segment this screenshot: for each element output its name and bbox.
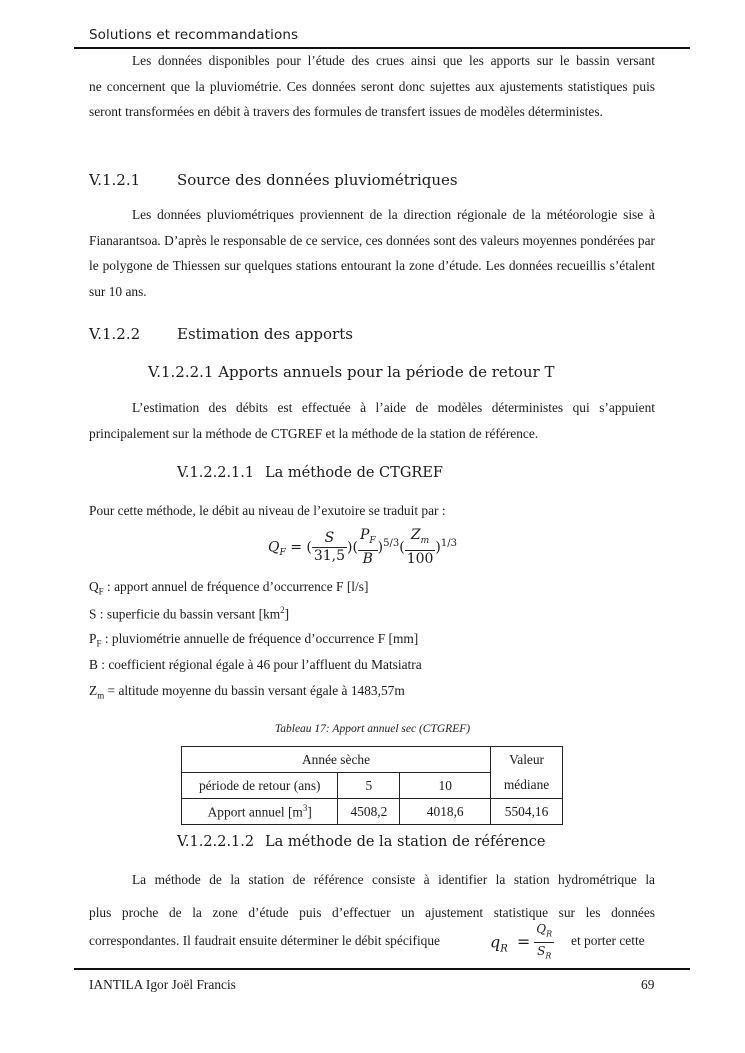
footer-rule <box>74 968 690 970</box>
definition-zm: $Z_m$ = altitude moyenne du bassin versant égale à 1483,57m <box>89 683 405 701</box>
ref-paragraph: La méthode de la station de référence consiste à identifier la station hydrométrique la plus proche de la zone d’étude puis d’effectuer un ajustement statistique sur les données <box>89 872 655 920</box>
ref-line-3-start: correspondantes. Il faudrait ensuite déterminer le débit spécifique <box>89 933 440 948</box>
header-valeur: Valeur <box>491 747 563 773</box>
running-header: Solutions et recommandations <box>89 27 299 43</box>
value-5: 4508,2 <box>338 799 400 825</box>
return-period-5: 5 <box>338 773 400 799</box>
ref-number: V.1.2.2.1.2 <box>177 834 255 850</box>
estimation-paragraph: L’estimation des débits est effectuée à l’aide de modèles déterministes qui s’appuient principalement sur la méthode de CTGREF et la méthode de la station de référence. <box>89 400 655 441</box>
value-10: 4018,6 <box>400 799 491 825</box>
table-row <box>182 747 563 773</box>
header-mediane: médiane <box>491 773 563 799</box>
definition-s: S : superficie du bassin versant $[km^2]$ <box>89 605 290 622</box>
fraction-qr-sr: $\frac{Q_R}{S_R}$ <box>534 921 554 965</box>
fraction-s: $\frac{S}{31,5}$ <box>313 529 346 564</box>
source-paragraph: Les données pluviométriques proviennent de la direction régionale de la météorologie sise à Fianarantsoa. D’après le responsable de ce service, ces données sont des valeurs moyennes pondérées par le polygone de Thiessen sur quelques stations entourant la zone d’étude. Les données recueillis s’étalent sur 10 ans. <box>89 207 655 299</box>
ctgref-formula: $Q_F$ = ( $\frac{S}{31,5}$ )( $\frac{P_F}{B}$ )$^{5/3}$( $\frac{Z_m}{100}$ )$^{1/3}$ <box>268 527 458 567</box>
row-label-apport: Apport annuel $[m^3]$ <box>182 799 338 825</box>
section-number-1: V.1.2.1 <box>89 171 141 189</box>
table-row <box>182 773 563 799</box>
definition-qf: $Q_F$ : apport annuel de fréquence d’occurrence F [l/s] <box>89 579 369 597</box>
header-annee-seche: Année sèche <box>182 747 491 773</box>
intro-rest: ne concernent que la pluviométrie. Ces données seront donc sujettes aux ajustements statistiques puis seront transformées en débit à travers des formules de transfert issues de modèles déterministes. <box>89 78 655 119</box>
section-title-1: Source des données pluviométriques <box>177 171 458 189</box>
return-period-10: 10 <box>400 773 491 799</box>
exponent-1-3: 1/3 <box>440 537 458 549</box>
subsection-heading: V.1.2.2.1 Apports annuels pour la période de retour T <box>148 363 555 381</box>
definition-pf: $P_F$ : pluviométrie annuelle de fréquence d’occurrence F [mm] <box>89 631 419 649</box>
section-number-2: V.1.2.2 <box>89 325 141 343</box>
footer-author: IANTILA Igor Joël Francis <box>89 977 236 992</box>
section-title-2: Estimation des apports <box>177 325 353 343</box>
ctgref-title: La méthode de CTGREF <box>265 465 443 481</box>
specific-flow-formula: $q_R$ = $\frac{Q_R}{S_R}$ <box>490 921 554 965</box>
fraction-pf: $\frac{P_F}{B}$ <box>359 527 376 567</box>
intro-paragraph <box>89 48 655 125</box>
table-caption: Tableau 17: Apport annuel sec (CTGREF) <box>274 723 471 735</box>
apport-table <box>181 746 563 825</box>
definition-b: B : coefficient régional égale à 46 pour l’affluent du Matsiatra <box>89 657 422 672</box>
ctgref-number: V.1.2.2.1.1 <box>177 465 255 481</box>
table-row <box>182 799 563 825</box>
page-number: 69 <box>641 977 655 992</box>
fraction-zm: $\frac{Z_m}{100}$ <box>406 527 434 567</box>
ctgref-intro: Pour cette méthode, le débit au niveau de l’exutoire se traduit par : <box>89 503 446 518</box>
ref-line-3-end: et porter cette <box>571 933 645 948</box>
return-period-label: période de retour (ans) <box>182 773 338 799</box>
ref-title: La méthode de la station de référence <box>265 834 546 850</box>
exponent-5-3: 5/3 <box>383 537 400 549</box>
intro-line-1: Les données disponibles pour l’étude des crues ainsi que les apports sur le bassin versant <box>132 53 655 68</box>
value-median: 5504,16 <box>491 799 563 825</box>
